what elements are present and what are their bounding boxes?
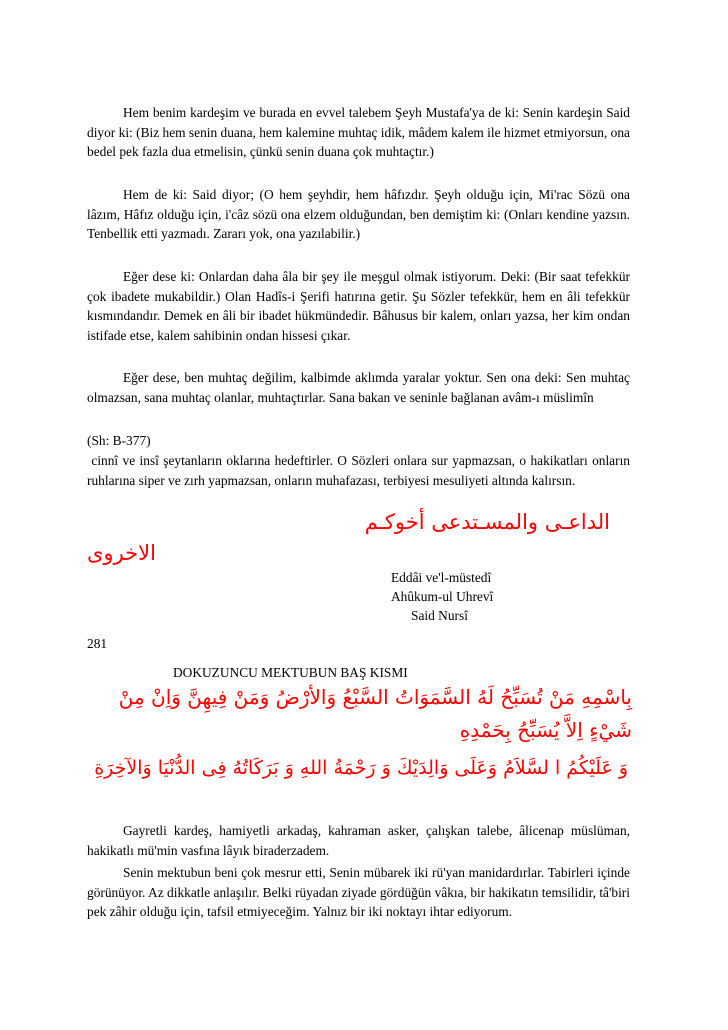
paragraph-4: Eğer dese, ben muhtaç değilim, kalbimde aklımda yaralar yoktur. Sen ona deki: Sen muhtaç olmazsan, sana muhtaç olanlar, muhtaçtırlar. Sana bakan ve seninle bağlanan avâm-ı müslimîn xyxy=(87,370,630,405)
arabic-basmala-line-1: بِاسْمِهِ مَنْ تُسَبِّحُ لَهُ السَّمَوَاتُ السَّبْعُ وَالأرْضُ وَمَنْ فِيهِنَّ وَاِنْ مِنْ xyxy=(118,685,632,709)
page-reference: (Sh: B-377) xyxy=(87,433,151,448)
arabic-signature-line-2: الاخروى xyxy=(87,541,156,565)
paragraph-6: Gayretli kardeş, hamiyetli arkadaş, kahraman asker, çalışkan talebe, âlicenap müslüman, hakikatlı mü'min vasfına lâyık biraderzadem. xyxy=(87,823,630,858)
paragraph-5: cinnî ve insî şeytanların oklarına hedeftirler. O Sözleri onlara sur yapmazsan, o hakikatları onların ruhlarına siper ve zırh yapmazsan, onların muhafazası, terbiyesi mesuliyeti altında kalırsın. xyxy=(87,453,634,488)
arabic-signature-line-1: الداعـى والمسـتدعى أخوكـم xyxy=(364,510,610,534)
section-title: DOKUZUNCU MEKTUBUN BAŞ KISMI xyxy=(173,665,408,680)
paragraph-3: Eğer dese ki: Onlardan daha âla bir şey ile meşgul olmak istiyorum. Deki: (Bir saat tefekkür çok ibadete mukabildir.) Olan Hadîs-i Şerifi hatırına getir. Şu Sözler tefekkür, hem en âli tefekkür kısmındandır. Demek en âli bir ibadet hükmündedir. Bâhusus bir kalem, onları yazsa, her kim ondan istifade etse, kalem sahibinin ondan hissesi çıkar. xyxy=(87,269,630,343)
signature-line-3: Said Nursî xyxy=(411,608,468,623)
signature-line-2: Ahûkum-ul Uhrevî xyxy=(391,589,494,604)
arabic-basmala-line-2: شَيْءٍ اِلاَّ يُسَبِّحُ بِحَمْدِهِ xyxy=(459,718,632,742)
paragraph-7: Senin mektubun beni çok mesrur etti, Senin mübarek iki rü'yan manidardırlar. Tabirleri içinde görünüyor. Az dikkatle anlaşılır. Belki rüyadan ziyade gördüğün vâkıa, bir hakikatın temsilidir, tâ'biri pek zâhir olduğu için, tafsil etmiyeceğim. Yalnız bir iki noktayı ihtar ediyorum. xyxy=(87,865,630,920)
signature-line-1: Eddâi ve'l-müstedî xyxy=(391,570,492,585)
paragraph-2: Hem de ki: Said diyor; (O hem şeyhdir, hem hâfızdır. Şeyh olduğu için, Mi'rac Sözü ona lâzım, Hâfız olduğu için, i'câz sözü ona elzem olduğundan, ben demiştim ki: (Onları kendine yazsın. Tenbellik etti yazmadı. Zararı yok, ona yazılabilir.) xyxy=(87,187,630,242)
page-number: 281 xyxy=(87,636,108,651)
paragraph-1: Hem benim kardeşim ve burada en evvel talebem Şeyh Mustafa'ya de ki: Senin kardeşin Said diyor ki: (Biz hem senin duana, hem kalemine muhtaç idik, mâdem kalem ile hizmet etmiyorsun, ona bedel pek fazla dua etmelisin, çünkü senin duana çok muhtaçtır.) xyxy=(87,105,630,160)
arabic-salam-line: وَ عَلَيْكُمُ ا لسَّلاَمُ وَعَلَى وَالِدَيْكَ وَ رَحْمَةُ اللهِ وَ بَرَكَاتُهُ فِى الدُّنْيَا وَالآخِرَةِ xyxy=(94,757,628,779)
